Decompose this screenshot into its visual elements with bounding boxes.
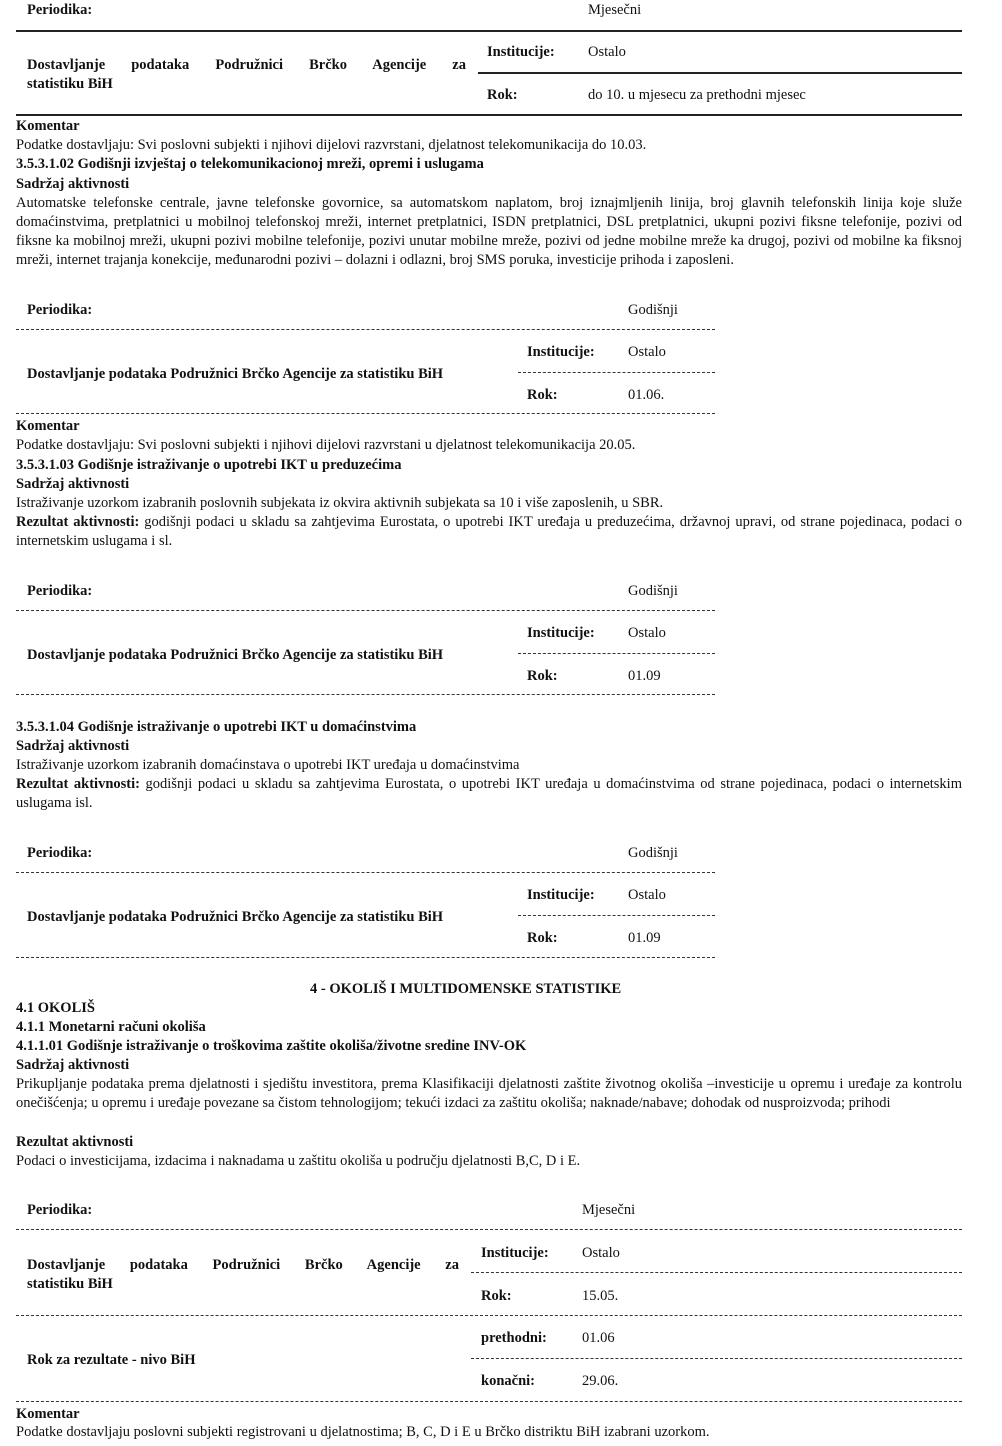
dostavljanje-text: Dostavljanje podataka Podružnici Brčko Agencije za statistiku BiH <box>27 909 444 925</box>
komentar-text: Podatke dostavljaju: Svi poslovni subjekti i njihovi dijelovi razvrstani, djelatnost telekomunikacija do 10.03. <box>16 137 647 153</box>
institucije-value: Ostalo <box>588 44 626 60</box>
dostavljanje-line2: statistiku BiH <box>27 1276 113 1292</box>
rok-value: 15.05. <box>582 1288 619 1304</box>
section-heading: 3.5.3.1.04 Godišnje istraživanje o upotrebi IKT u domaćinstvima <box>16 719 417 735</box>
prethodni-label: prethodni: <box>481 1330 547 1346</box>
sadrzaj-text: Istraživanje uzorkom izabranih poslovnih subjekata iz okvira aktivnih subjekata sa 10 i više zaposlenih, u SBR. <box>16 495 664 511</box>
sadrzaj-text: Prikupljanje podataka prema djelatnosti i sjedištu investitora, prema Klasifikaciji djelatnosti zaštite životnog okoliša –investicije u opremu i uređaje za kontrolu onečišćenja; u opremu i uređaje povezane sa čistom tehnologijom; tekući izdaci za zaštitu okoliša; naknade/nabave; dohodak od nusproizvoda; prihodi <box>16 1076 962 1111</box>
section-heading: 4.1 OKOLIŠ <box>16 1000 95 1016</box>
periodika-label: Periodika: <box>27 845 93 861</box>
institucije-value: Ostalo <box>582 1245 620 1261</box>
periodika-value: Godišnji <box>628 302 678 318</box>
table-rule <box>16 610 715 611</box>
table-rule <box>16 1401 962 1402</box>
komentar-text: Podatke dostavljaju: Svi poslovni subjekti i njihovi dijelovi razvrstani u djelatnost telekomunikacija 20.05. <box>16 437 636 453</box>
rok-label: Rok: <box>527 387 558 403</box>
periodika-label: Periodika: <box>27 583 93 599</box>
rezultat-paragraph <box>16 775 962 813</box>
institucije-label: Institucije: <box>527 344 595 360</box>
komentar-heading: Komentar <box>16 418 80 434</box>
table-rule <box>471 1272 962 1273</box>
sadrzaj-heading: Sadržaj aktivnosti <box>16 1057 130 1073</box>
sadrzaj-heading: Sadržaj aktivnosti <box>16 738 130 754</box>
sadrzaj-text: Istraživanje uzorkom izabranih domaćinstava o upotrebi IKT uređaja u domaćinstvima <box>16 757 520 773</box>
institucije-label: Institucije: <box>527 625 595 641</box>
rezultat-paragraph <box>16 513 962 551</box>
prethodni-value: 01.06 <box>582 1330 615 1346</box>
sadrzaj-heading: Sadržaj aktivnosti <box>16 176 130 192</box>
rok-value: 01.09 <box>628 930 661 946</box>
sadrzaj-text: Automatske telefonske centrale, javne telefonske govornice, sa automatskom naplatom, broj iznajmljenih linija, broj glavnih telefonskih linija koje služe domaćinstvima, pretplatnici u mobilnoj telefonskoj mreži, internet pretplatnici, ISDN pretplatnici, DSL pretplatnici, ukupni pozivi fiksne telefonije, pozivi od fiksne ka mobilnoj mreži, ukupni pozivi mobilne telefonije, pozivi unutar mobilne mreže, pozivi od jedne mobilne mreže ka drugoj, pozivi od mobilne ka fiksnoj mreži, internet trajanja konekcije, međunarodni pozivi – dolazni i odlazni, broj SMS poruka, investicije prihoda i zaposleni. <box>16 195 962 268</box>
konacni-label: konačni: <box>481 1373 535 1389</box>
section-heading: 4.1.1 Monetarni računi okoliša <box>16 1019 206 1035</box>
table-rule <box>478 72 962 74</box>
rezultat-heading: Rezultat aktivnosti <box>16 1134 134 1150</box>
rezultat-label: Rezultat aktivnosti: <box>16 776 140 792</box>
institucije-label: Institucije: <box>527 887 595 903</box>
rok-value: 01.06. <box>628 387 665 403</box>
rezultat-text: godišnji podaci u skladu sa zahtjevima Eurostata, o upotrebi IKT uređaja u preduzećima, državnoj upravi, od strane pojedinaca, podaci o internetskim uslugama i sl. <box>16 514 962 549</box>
dostavljanje-line2: statistiku BiH <box>27 76 113 92</box>
table-rule <box>16 329 715 330</box>
periodika-label: Periodika: <box>27 1202 93 1218</box>
table-rule <box>16 1229 962 1230</box>
table-rule <box>16 872 715 873</box>
institucije-label: Institucije: <box>481 1245 549 1261</box>
institucije-label: Institucije: <box>487 44 555 60</box>
rok-label: Rok: <box>527 930 558 946</box>
sadrzaj-heading: Sadržaj aktivnosti <box>16 476 130 492</box>
periodika-value: Godišnji <box>628 845 678 861</box>
table-rule <box>16 1315 962 1316</box>
periodika-value: Mjesečni <box>582 1202 636 1218</box>
dostavljanje-line1: Dostavljanje podataka Podružnici Brčko Agencije za <box>27 1257 459 1273</box>
rezultat-text: godišnji podaci u skladu sa zahtjevima Eurostata, o upotrebi IKT uređaja u domaćinstvima od strane pojedinaca, podaci o internetskim uslugama isl. <box>16 776 962 811</box>
komentar-heading: Komentar <box>16 1406 80 1422</box>
dostavljanje-line1: Dostavljanje podataka Podružnici Brčko Agencije za <box>27 57 466 73</box>
institucije-value: Ostalo <box>628 887 666 903</box>
rezultat-label: Rezultat aktivnosti: <box>16 514 140 530</box>
rok-label: Rok: <box>481 1288 512 1304</box>
rok-value: 01.09 <box>628 668 661 684</box>
periodika-value: Mjesečni <box>588 2 642 18</box>
table-rule <box>518 372 715 373</box>
dostavljanje-text: Dostavljanje podataka Podružnici Brčko Agencije za statistiku BiH <box>27 647 444 663</box>
komentar-text: Podatke dostavljaju poslovni subjekti registrovani u djelatnostima; B, C, D i E u Brčko distriktu BiH izabrani uzorkom. <box>16 1424 710 1440</box>
dostavljanje-text: Dostavljanje podataka Podružnici Brčko Agencije za statistiku BiH <box>27 366 444 382</box>
rok-label: Rok: <box>527 668 558 684</box>
table-rule <box>16 957 715 958</box>
table-rule <box>471 1358 962 1359</box>
periodika-label: Periodika: <box>27 302 93 318</box>
table-rule <box>518 653 715 654</box>
section-heading: 3.5.3.1.02 Godišnji izvještaj o telekomunikacionoj mreži, opremi i uslugama <box>16 156 484 172</box>
table-rule <box>16 413 715 414</box>
institucije-value: Ostalo <box>628 625 666 641</box>
konacni-value: 29.06. <box>582 1373 619 1389</box>
periodika-value: Godišnji <box>628 583 678 599</box>
periodika-label: Periodika: <box>27 2 93 18</box>
table-rule <box>16 694 715 695</box>
rok-rezultate-label: Rok za rezultate - nivo BiH <box>27 1352 196 1368</box>
rok-label: Rok: <box>487 87 518 103</box>
chapter-title: 4 - OKOLIŠ I MULTIDOMENSKE STATISTIKE <box>310 981 622 997</box>
table-rule <box>16 114 962 116</box>
table-rule <box>16 30 962 32</box>
section-heading: 4.1.1.01 Godišnje istraživanje o troškovima zaštite okoliša/životne sredine INV-OK <box>16 1038 527 1054</box>
rezultat-text: Podaci o investicijama, izdacima i naknadama u zaštitu okoliša u području djelatnosti B,C, D i E. <box>16 1153 581 1169</box>
table-rule <box>518 915 715 916</box>
komentar-heading: Komentar <box>16 118 80 134</box>
rok-value: do 10. u mjesecu za prethodni mjesec <box>588 87 806 103</box>
section-heading: 3.5.3.1.03 Godišnje istraživanje o upotrebi IKT u preduzećima <box>16 457 402 473</box>
institucije-value: Ostalo <box>628 344 666 360</box>
